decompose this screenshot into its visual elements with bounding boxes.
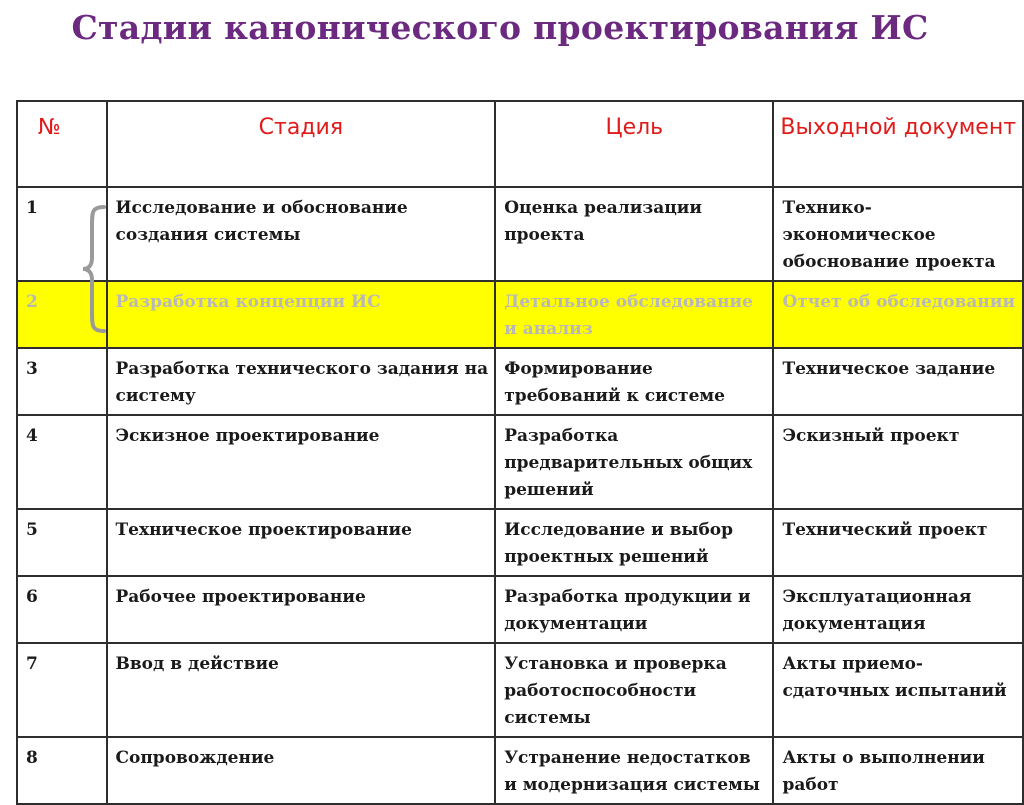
header-goal: Цель [495,101,773,187]
table-row [17,576,1023,643]
row-output: Эскизный проект [773,415,1023,509]
curly-brace-icon [80,204,110,334]
row-output: Технический проект [773,509,1023,576]
table-row [17,348,1023,415]
row-num: 7 [17,643,107,737]
page-title: Стадии канонического проектирования ИС [71,8,929,47]
stages-table [16,100,1024,805]
header-stage: Стадия [107,101,496,187]
row-stage: Эскизное проектирование [107,415,496,509]
row-goal: Разработка продукции и документации [495,576,773,643]
row-stage: Исследование и обоснование создания системы [107,187,496,281]
row-num: 3 [17,348,107,415]
row-goal: Формирование требований к системе [495,348,773,415]
row-num: 8 [17,737,107,804]
row-stage: Разработка технического задания на систему [107,348,496,415]
row-num: 6 [17,576,107,643]
table-row [17,737,1023,804]
header-num: № [17,101,107,187]
row-goal: Устранение недостатков и модернизация системы [495,737,773,804]
row-goal: Установка и проверка работоспособности системы [495,643,773,737]
row-output: Отчет об обследовании [773,281,1023,348]
table-row [17,415,1023,509]
row-output: Техническое задание [773,348,1023,415]
row-goal: Исследование и выбор проектных решений [495,509,773,576]
table-header-row [17,101,1023,187]
row-num: 4 [17,415,107,509]
row-stage: Разработка концепции ИС [107,281,496,348]
table-row-highlighted [17,281,1023,348]
row-output: Технико-экономическое обоснование проекта [773,187,1023,281]
row-stage: Рабочее проектирование [107,576,496,643]
row-num: 1 [17,187,107,281]
row-num: 5 [17,509,107,576]
row-goal: Детальное обследование и анализ [495,281,773,348]
table-row [17,643,1023,737]
row-stage: Ввод в действие [107,643,496,737]
table-row [17,509,1023,576]
row-stage: Сопровождение [107,737,496,804]
row-output: Эксплуатационная документация [773,576,1023,643]
row-output: Акты о выполнении работ [773,737,1023,804]
row-stage: Техническое проектирование [107,509,496,576]
row-goal: Разработка предварительных общих решений [495,415,773,509]
row-output: Акты приемо-сдаточных испытаний [773,643,1023,737]
table-row [17,187,1023,281]
row-num: 2 [17,281,107,348]
row-goal: Оценка реализации проекта [495,187,773,281]
header-output: Выходной документ [773,101,1023,187]
